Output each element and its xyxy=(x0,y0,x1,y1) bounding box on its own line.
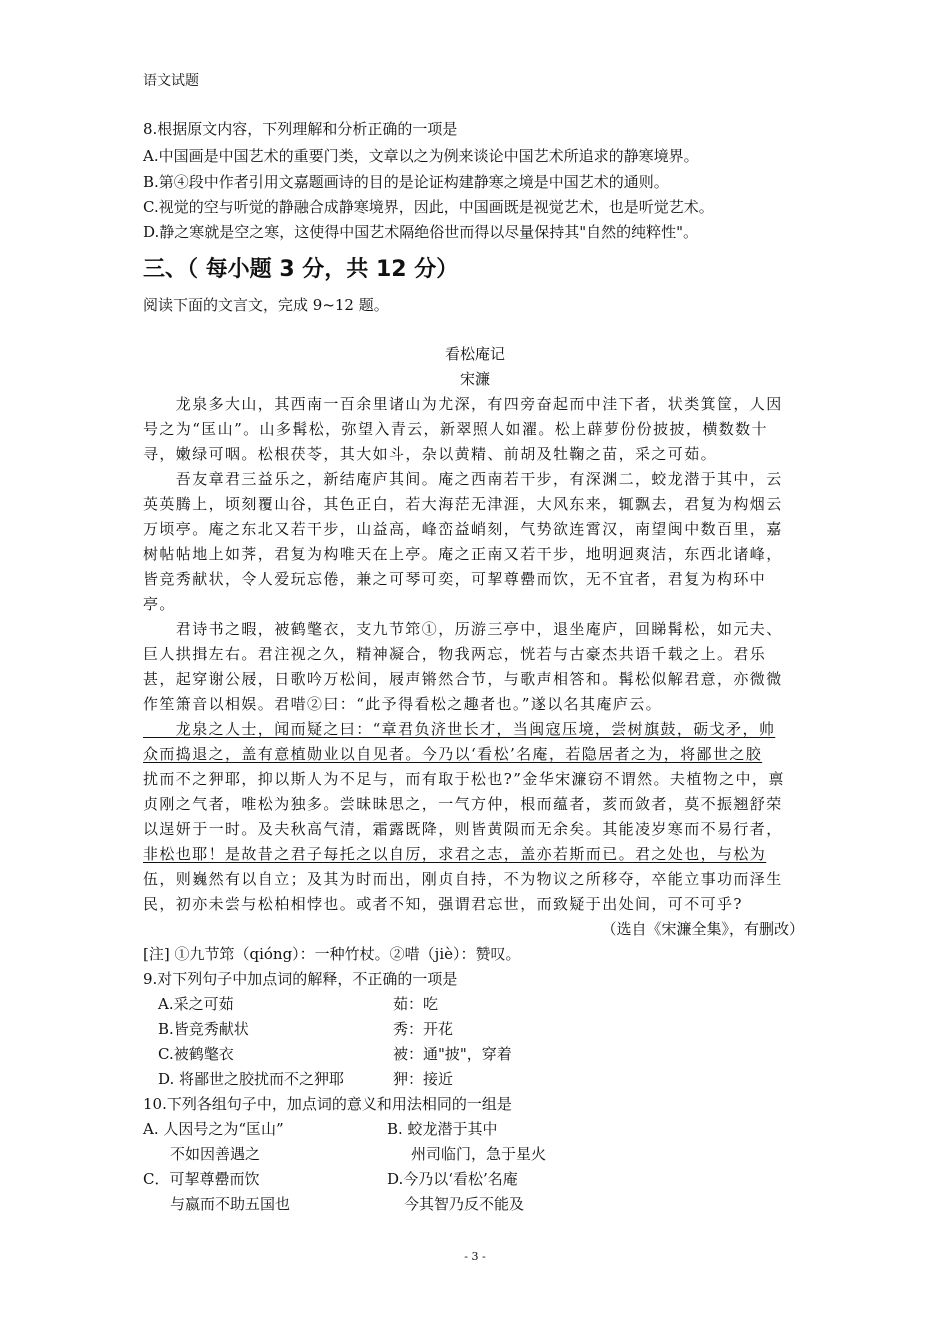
q10-option-b-first: B. 蛟龙潜于其中 xyxy=(387,1120,498,1138)
q9-stem: 9.对下列句子中加点词的解释，不正确的一项是 xyxy=(143,970,458,988)
q9-option-b-gloss: 秀：开花 xyxy=(393,1020,454,1038)
page-number: - 3 - xyxy=(464,1250,486,1263)
q10-option-b-second: 州司临门，急于星火 xyxy=(411,1145,547,1163)
q10-option-a-first: A. 人因号之为“匡山” xyxy=(143,1120,284,1138)
section-3-title: 三、（ 每小题 3 分，共 12 分） xyxy=(143,257,459,282)
article-line: 万顷亭。庵之东北又若干步，山益高，峰峦益峭刻，气势欲连霄汉，南望闽中数百里，嘉 xyxy=(143,520,783,538)
article-line: 吾友章君三益乐之，新结庵庐其间。庵之西南若干步，有深渊二，蛟龙潜于其中，云 xyxy=(143,470,783,488)
article-line: 以逞妍于一时。及夫秋高气清，霜露既降，则皆黄陨而无余矣。其能凌岁寒而不易行者， xyxy=(143,820,783,838)
q8-option-a: A.中国画是中国艺术的重要门类，文章以之为例来谈论中国艺术所追求的静寒境界。 xyxy=(143,147,699,165)
article-source: （选自《宋濂全集》，有删改） xyxy=(601,920,804,938)
article-line: 树帖帖地上如荠，君复为构唯天在上亭。庵之正南又若干步，地明迥爽洁，东西北诸峰， xyxy=(143,545,783,563)
q10-stem: 10.下列各组句子中，加点词的意义和用法相同的一组是 xyxy=(143,1095,512,1113)
article-line: 龙泉多大山，其西南一百余里诸山为尤深，有四旁奋起而中洼下者，状类箕筐，人因 xyxy=(143,395,783,413)
article-line: 英英腾上，顷刻覆山谷，其色正白，若大海茫无津涯，大风东来，辄飘去，君复为构烟云 xyxy=(143,495,783,513)
q9-option-c-gloss: 被：通"披"，穿着 xyxy=(393,1045,512,1063)
q10-option-d-second: 今其智乃反不能及 xyxy=(404,1195,525,1213)
q9-option-b: B.皆竞秀献状 xyxy=(158,1020,249,1038)
article-line: 作笙箫音以相娱。君唶②曰：“此予得看松之趣者也。”遂以名其庵庐云。 xyxy=(143,695,663,713)
article-line: 寻，嫩绿可咽。松根茯苓，其大如斗，杂以黄精、前胡及牡鞠之苗，采之可茹。 xyxy=(143,445,718,463)
q8-option-b: B.第④段中作者引用文嘉题画诗的目的是论证构建静寒之境是中国艺术的通则。 xyxy=(143,173,669,191)
q9-option-a-gloss: 茹：吃 xyxy=(393,995,439,1013)
annotation-note: [注] ①九节筇（qióng）：一种竹杖。②唶（jiè）：赞叹。 xyxy=(143,945,521,963)
q8-option-d: D.静之寒就是空之寒，这使得中国艺术隔绝俗世而得以尽量保持其"自然的纯粹性"。 xyxy=(143,223,699,241)
article-line-underlined: 龙泉之人士，闻而疑之曰：“章君负济世长才，当闽寇压境，尝树旗鼓，砺戈矛，帅 xyxy=(143,720,776,738)
q9-option-c: C.被鹤氅衣 xyxy=(158,1045,234,1063)
q8-stem: 8.根据原文内容，下列理解和分析正确的一项是 xyxy=(143,120,458,138)
article-line: 甚，起穿谢公屐，日歌吟万松间，屐声锵然合节，与歌声相答和。髯松似解君意，亦微微 xyxy=(143,670,783,688)
q8-option-c: C.视觉的空与听觉的静融合成静寒境界，因此，中国画既是视觉艺术，也是听觉艺术。 xyxy=(143,198,714,216)
q9-option-d: D. 将鄙世之胶扰而不之狎耶 xyxy=(158,1070,345,1088)
page-header: 语文试题 xyxy=(143,73,199,89)
q10-option-d-first: D.今乃以‘看松’名庵 xyxy=(387,1170,518,1188)
article-line: 巨人拱揖左右。君注视之久，精神凝合，物我两忘，恍若与古豪杰共语千载之上。君乐 xyxy=(143,645,767,663)
article-line: 伍，则巍然有以自立；及其为时而出，刚贞自持，不为物议之所移夺，卒能立事功而泽生 xyxy=(143,870,783,888)
article-line: 民，初亦未尝与松柏相悖也。或者不知，强谓君忘世，而致疑于出处间，可不可乎? xyxy=(143,895,743,913)
q10-option-c-second: 与嬴而不助五国也 xyxy=(170,1195,291,1213)
article-title: 看松庵记 xyxy=(444,345,505,363)
section-3-intro: 阅读下面的文言文，完成 9~12 题。 xyxy=(143,296,389,314)
article-line: 亭。 xyxy=(143,595,176,613)
q9-option-a: A.采之可茹 xyxy=(158,995,234,1013)
article-line: 扰而不之狎耶，抑以斯人为不足与，而有取于松也?”金华宋濂窃不谓然。夫植物之中，禀 xyxy=(143,770,785,788)
article-author: 宋濂 xyxy=(459,370,490,388)
article-line: 皆竞秀献状，令人爱玩忘倦，兼之可琴可奕，可挈尊罍而饮，无不宜者，君复为构环中 xyxy=(143,570,767,588)
article-line-underlined: 众而捣退之，盖有意植勋业以自见者。今乃以‘看松’名庵，若隐居者之为，将鄙世之胶 xyxy=(143,745,763,763)
article-line: 号之为“匡山”。山多髯松，弥望入青云，新翠照人如濯。松上薜萝份份披披，横数数十 xyxy=(143,420,768,438)
article-line: 君诗书之暇，被鹤氅衣，支九节筇①，历游三亭中，退坐庵庐，回睇髯松，如元夫、 xyxy=(143,620,783,638)
q9-option-d-gloss: 狎：接近 xyxy=(393,1070,454,1088)
article-line-underlined: 非松也耶！是故昔之君子每托之以自厉，求君之志，盖亦若斯而已。君之处也，与松为 xyxy=(143,845,767,863)
q10-option-a-second: 不如因善遇之 xyxy=(170,1145,261,1163)
q10-option-c-first: C．可挈尊罍而饮 xyxy=(143,1170,260,1188)
article-line: 贞刚之气者，唯松为独多。尝昧昧思之，一气方仲，根而蕴者，荄而敛者，莫不振翘舒荣 xyxy=(143,795,783,813)
